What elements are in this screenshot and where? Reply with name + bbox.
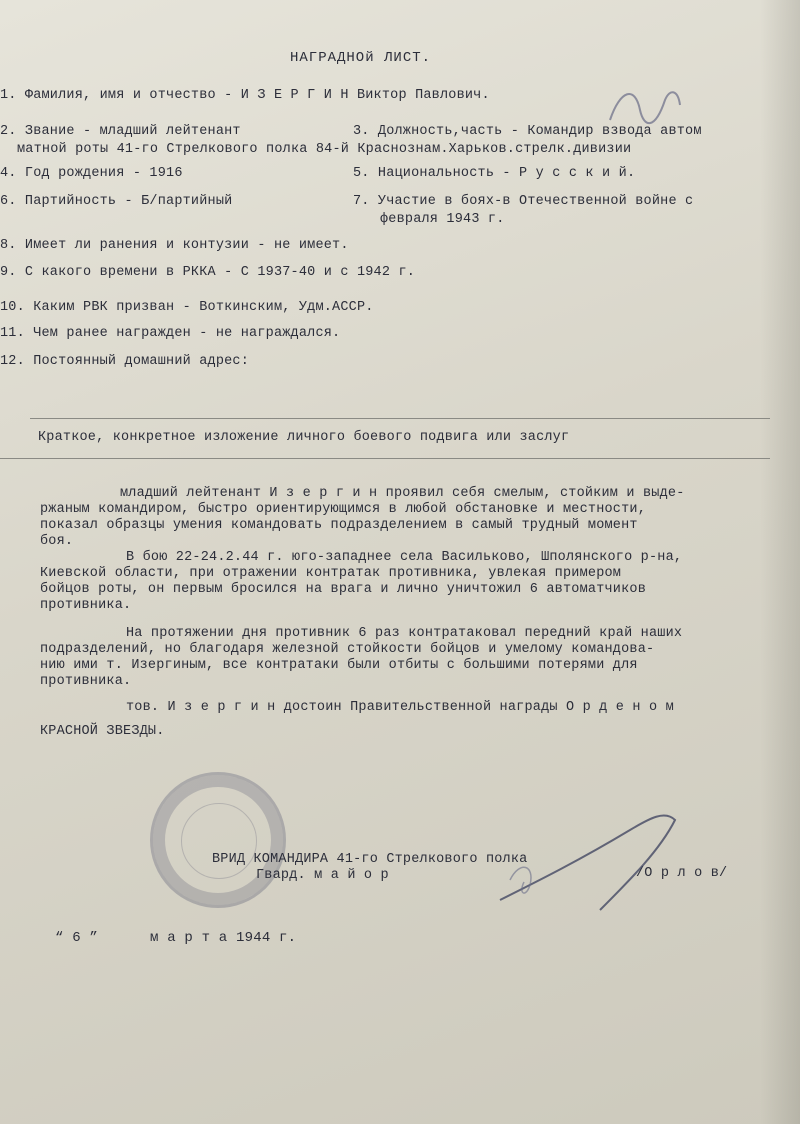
signature-rank: Гвард. м а й о р [256, 868, 389, 883]
body-line: боя. [40, 534, 74, 549]
body-line: Киевской области, при отражении контратак противника, увлекая примером [40, 566, 622, 581]
handwritten-mark [600, 70, 690, 140]
field-nationality: 5. Национальность - Р у с с к и й. [353, 166, 636, 181]
field-birth-year: 4. Год рождения - 1916 [0, 166, 183, 181]
body-line: ржаным командиром, быстро ориентирующимся в любой обстановке и местности, [40, 502, 646, 517]
section-heading: Краткое, конкретное изложение личного боевого подвига или заслуг [38, 430, 570, 445]
body-line: младший лейтенант И з е р г и н проявил себя смелым, стойким и выде- [120, 486, 685, 501]
body-line: тов. И з е р г и н достоин Правительственной награды О р д е н о м [126, 700, 674, 715]
divider-bottom [0, 458, 770, 459]
field-rank: 2. Звание - младший лейтенант [0, 124, 241, 139]
field-party: 6. Партийность - Б/партийный [0, 194, 233, 209]
field-wounds: 8. Имеет ли ранения и контузии - не имеет. [0, 238, 349, 253]
field-prior-awards: 11. Чем ранее награжден - не награждался. [0, 326, 341, 341]
field-draft-office: 10. Каким РВК призван - Воткинским, Удм.АССР. [0, 300, 374, 315]
date-day: “ 6 ” [55, 930, 99, 946]
body-line: На протяжении дня противник 6 раз контратаковал передний край наших [126, 626, 683, 641]
body-line: подразделений, но благодаря железной стойкости бойцов и умелому командова- [40, 642, 655, 657]
body-line: показал образцы умения командовать подразделением в самый трудный момент [40, 518, 638, 533]
field-fullname: 1. Фамилия, имя и отчество - И З Е Р Г И Н Виктор Павлович. [0, 88, 490, 103]
handwritten-signature [480, 790, 700, 930]
field-position: 3. Должность,часть - Командир взвода автом [353, 124, 702, 139]
body-line: В бою 22-24.2.44 г. юго-западнее села Васильково, Шполянского р-на, [126, 550, 683, 565]
field-rkka-since: 9. С какого времени в РККА - С 1937-40 и с 1942 г. [0, 265, 416, 280]
divider-top [30, 418, 770, 419]
seal-stamp [150, 772, 286, 908]
body-line: нию ими т. Изергиным, все контратаки были отбиты с большими потерями для [40, 658, 638, 673]
field-home-address: 12. Постоянный домашний адрес: [0, 354, 250, 369]
field-war-participation-cont: февраля 1943 г. [380, 212, 505, 227]
field-position-cont: матной роты 41-го Стрелкового полка 84-й Краснознам.Харьков.стрелк.дивизии [17, 142, 632, 157]
date-month-year: м а р т а 1944 г. [150, 930, 297, 946]
body-line: противника. [40, 674, 132, 689]
seal-stamp-inner [181, 803, 257, 879]
field-war-participation: 7. Участие в боях-в Отечественной войне с [353, 194, 694, 209]
body-line: противника. [40, 598, 132, 613]
document-title: НАГРАДНОй ЛИСТ. [290, 50, 432, 66]
body-line: КРАСНОЙ ЗВЕЗДЫ. [40, 724, 165, 739]
signature-name: /О р л о в/ [636, 866, 728, 881]
body-line: бойцов роты, он первым бросился на врага и лично уничтожил 6 автоматчиков [40, 582, 646, 597]
signature-title: ВРИД КОМАНДИРА 41-го Стрелкового полка [212, 852, 528, 867]
